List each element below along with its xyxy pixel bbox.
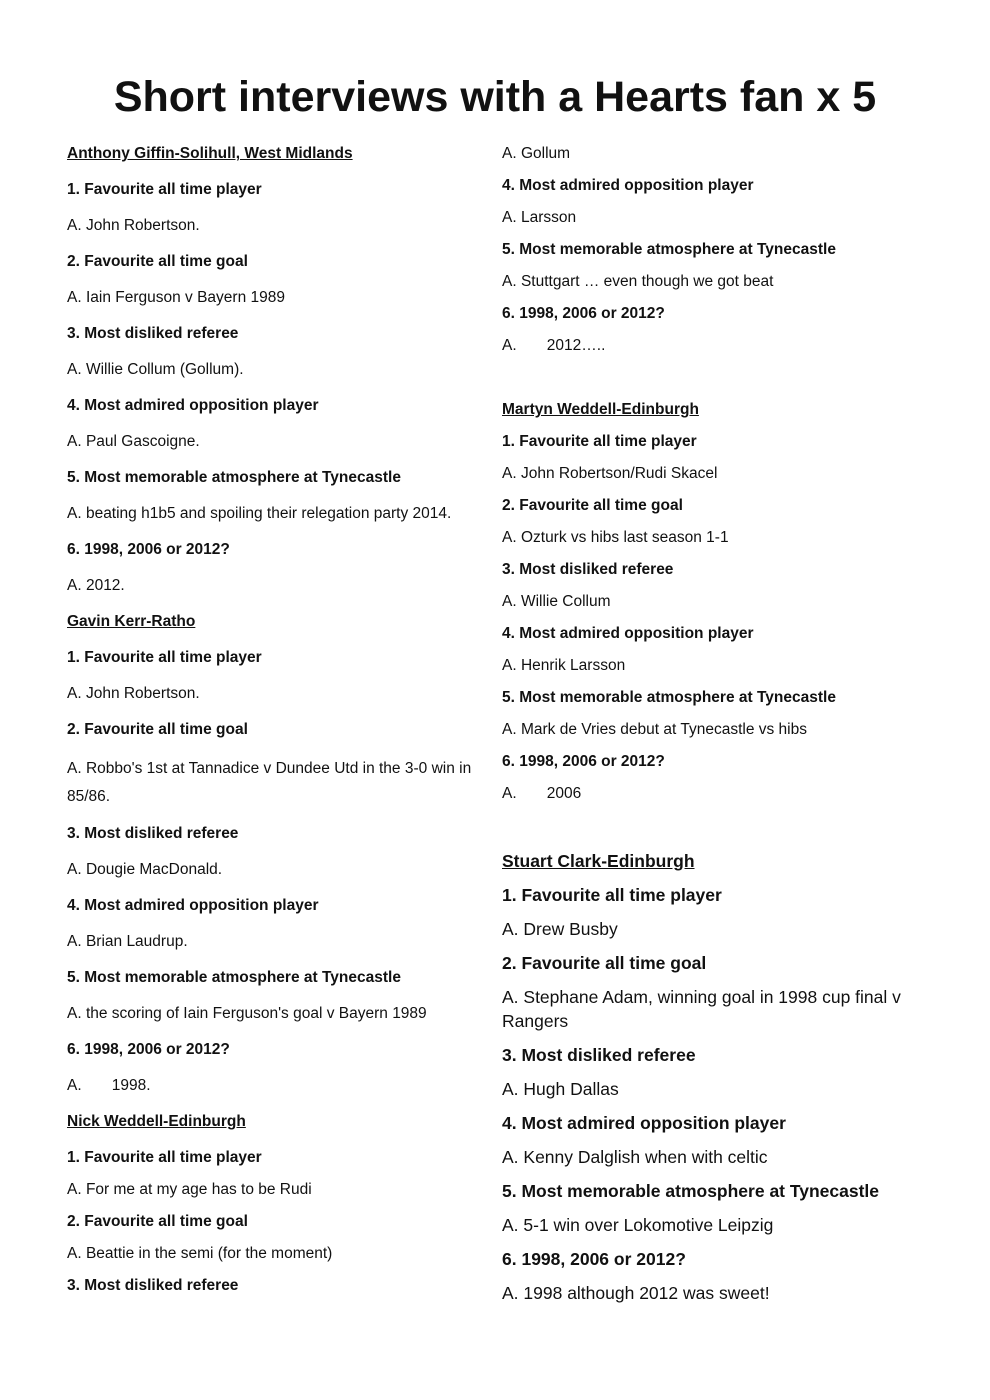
answer: A. 2012….. xyxy=(502,337,606,354)
answer: A. John Robertson/Rudi Skacel xyxy=(502,465,718,482)
question: 3. Most disliked referee xyxy=(67,325,239,342)
interviewee-name: Nick Weddell-Edinburgh xyxy=(67,1113,246,1130)
question: 6. 1998, 2006 or 2012? xyxy=(67,1041,230,1058)
question: 1. Favourite all time player xyxy=(67,1149,262,1166)
question: 2. Favourite all time goal xyxy=(67,1213,248,1230)
question: 3. Most disliked referee xyxy=(67,825,239,842)
question: 5. Most memorable atmosphere at Tynecastle xyxy=(67,469,401,486)
answer: A. beating h1b5 and spoiling their relegation party 2014. xyxy=(67,505,452,522)
answer: A. Hugh Dallas xyxy=(502,1079,619,1099)
interviewee-name: Martyn Weddell-Edinburgh xyxy=(502,401,699,418)
answer: A. Brian Laudrup. xyxy=(67,933,188,950)
answer: A. Willie Collum (Gollum). xyxy=(67,361,244,378)
question: 1. Favourite all time player xyxy=(67,181,262,198)
question: 5. Most memorable atmosphere at Tynecastle xyxy=(67,969,401,986)
left-column xyxy=(67,143,492,1297)
interviewee-name: Stuart Clark-Edinburgh xyxy=(502,851,695,871)
question: 5. Most memorable atmosphere at Tynecastle xyxy=(502,689,836,706)
answer: A. Beattie in the semi (for the moment) xyxy=(67,1245,333,1262)
question: 4. Most admired opposition player xyxy=(67,397,319,414)
answer: A. Willie Collum xyxy=(502,593,611,610)
answer: A. Gollum xyxy=(502,145,571,162)
interview-stuart xyxy=(502,849,932,1305)
question: 2. Favourite all time goal xyxy=(502,497,683,514)
question: 3. Most disliked referee xyxy=(502,561,674,578)
interview-anthony xyxy=(67,143,492,597)
answer: A. 1998. xyxy=(67,1077,151,1094)
answer: A. John Robertson. xyxy=(67,217,200,234)
page-title: Short interviews with a Hearts fan x 5 xyxy=(113,73,877,121)
answer: A. Robbo's 1st at Tannadice v Dundee Utd in the 3-0 win in 85/86. xyxy=(67,760,472,805)
answer: A. Henrik Larsson xyxy=(502,657,626,674)
answer: A. Larsson xyxy=(502,209,577,226)
answer: A. For me at my age has to be Rudi xyxy=(67,1181,312,1198)
question: 2. Favourite all time goal xyxy=(67,721,248,738)
answer: A. Ozturk vs hibs last season 1-1 xyxy=(502,529,729,546)
question: 1. Favourite all time player xyxy=(67,649,262,666)
answer: A. 2012. xyxy=(67,577,125,594)
question: 3. Most disliked referee xyxy=(502,1045,696,1065)
answer: A. the scoring of Iain Ferguson's goal v Bayern 1989 xyxy=(67,1005,427,1022)
question: 1. Favourite all time player xyxy=(502,433,697,450)
answer: A. Paul Gascoigne. xyxy=(67,433,200,450)
question: 1. Favourite all time player xyxy=(502,885,722,905)
question: 6. 1998, 2006 or 2012? xyxy=(502,753,665,770)
question: 6. 1998, 2006 or 2012? xyxy=(502,1249,686,1269)
answer: A. Kenny Dalglish when with celtic xyxy=(502,1147,768,1167)
question: 6. 1998, 2006 or 2012? xyxy=(502,305,665,322)
question: 2. Favourite all time goal xyxy=(502,953,707,973)
answer: A. Drew Busby xyxy=(502,919,618,939)
answer: A. Mark de Vries debut at Tynecastle vs hibs xyxy=(502,721,807,738)
right-column xyxy=(502,143,932,1305)
answer: A. 5-1 win over Lokomotive Leipzig xyxy=(502,1215,774,1235)
question: 6. 1998, 2006 or 2012? xyxy=(67,541,230,558)
question: 4. Most admired opposition player xyxy=(502,1113,786,1133)
question: 3. Most disliked referee xyxy=(67,1277,239,1294)
interviewee-name: Anthony Giffin-Solihull, West Midlands xyxy=(67,145,353,162)
answer: A. Stuttgart … even though we got beat xyxy=(502,273,774,290)
interviewee-name: Gavin Kerr-Ratho xyxy=(67,613,196,630)
interview-martyn xyxy=(502,399,932,805)
question: 4. Most admired opposition player xyxy=(67,897,319,914)
answer: A. Dougie MacDonald. xyxy=(67,861,223,878)
question: 4. Most admired opposition player xyxy=(502,177,754,194)
question: 2. Favourite all time goal xyxy=(67,253,248,270)
answer: A. John Robertson. xyxy=(67,685,200,702)
interview-nick-continued xyxy=(502,143,932,357)
answer: A. 1998 although 2012 was sweet! xyxy=(502,1283,770,1303)
answer: A. 2006 xyxy=(502,785,582,802)
interview-gavin xyxy=(67,611,492,1097)
question: 5. Most memorable atmosphere at Tynecastle xyxy=(502,241,836,258)
answer: A. Stephane Adam, winning goal in 1998 cup final v Rangers xyxy=(502,987,901,1031)
interview-nick xyxy=(67,1111,492,1297)
question: 5. Most memorable atmosphere at Tynecastle xyxy=(502,1181,880,1201)
answer: A. Iain Ferguson v Bayern 1989 xyxy=(67,289,285,306)
question: 4. Most admired opposition player xyxy=(502,625,754,642)
